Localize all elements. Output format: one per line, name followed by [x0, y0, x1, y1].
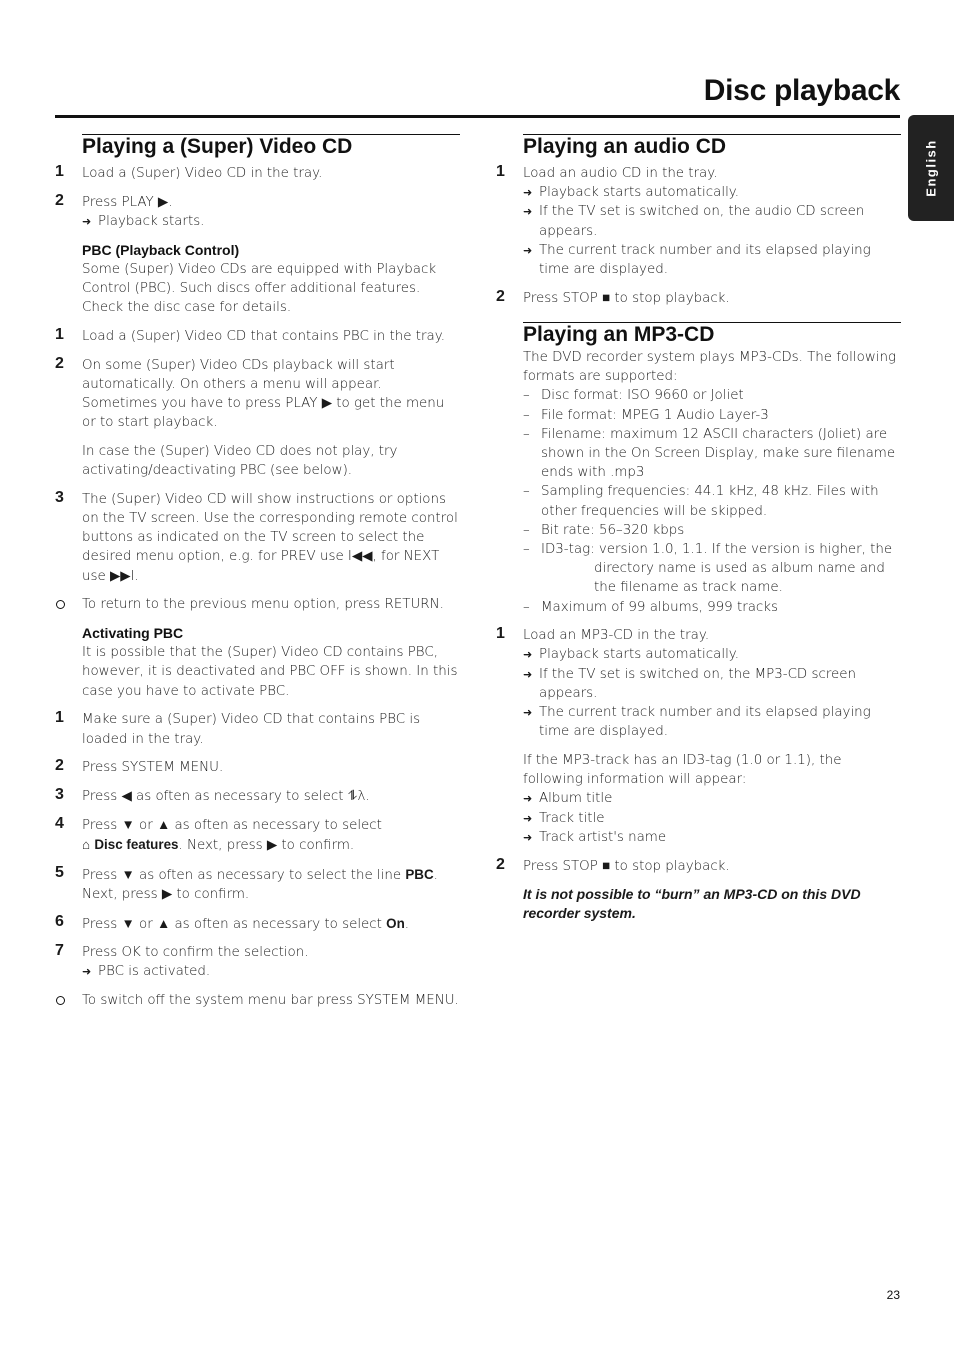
- settings-icon: ⥮λ: [347, 788, 366, 804]
- pbc-heading: PBC (Playback Control): [82, 241, 240, 258]
- pbc-step-2-extra: In case the (Super) Video CD does not play, try activating/deactivating PBC (see below).: [82, 443, 398, 479]
- activate-step-5: 5 Press ▼ as often as necessary to select the line PBC. Next, press ▶ to confirm.: [55, 863, 438, 902]
- activating-block: [55, 624, 460, 701]
- format-list: [496, 386, 901, 616]
- burn-warning: It is not possible to “burn” an MP3-CD on this DVD recorder system.: [523, 886, 861, 922]
- format-item: – Bit rate: 56–320 kbps: [523, 521, 901, 540]
- mp3-result-1: ➜ Playback starts automatically.: [523, 645, 901, 664]
- language-tab-label: English: [923, 139, 939, 197]
- activate-step-4: 4 Press ▼ or ▲ as often as necessary to select ⌂ Disc features. Next, press ▶ to confirm.: [55, 814, 382, 853]
- bullet-icon: [56, 996, 65, 1005]
- activate-step-6: 6 Press ▼ or ▲ as often as necessary to select On.: [55, 912, 410, 932]
- step-2-result: ➜ Playback starts.: [82, 212, 460, 231]
- audio-step-2: 2 Press STOP ■ to stop playback.: [496, 287, 730, 306]
- bullet-icon: [56, 600, 65, 609]
- page-title: Disc playback: [703, 74, 900, 107]
- mp3-intro: The DVD recorder system plays MP3-CDs. The following formats are supported:: [523, 349, 897, 385]
- mp3-result-3: ➜ The current track number and its elapsed playing time are displayed.: [523, 703, 901, 741]
- format-item: – Disc format: ISO 9660 or Joliet: [523, 386, 901, 405]
- format-item: – Sampling frequencies: 44.1 kHz, 48 kHz. Files with other frequencies will be skipped.: [523, 482, 901, 520]
- mp3-result-2: ➜ If the TV set is switched on, the MP3-CD screen appears.: [523, 665, 901, 703]
- step-1: 1 Load a (Super) Video CD in the tray.: [55, 163, 323, 181]
- activate-step-7-result: ➜ PBC is activated.: [82, 962, 460, 981]
- id3-item: ➜ Track title: [523, 809, 901, 828]
- disc-icon: ⌂: [82, 837, 91, 853]
- system-menu-note: To switch off the system menu bar press SYSTEM MENU.: [55, 991, 460, 1010]
- left-column: [55, 134, 460, 1010]
- page-number: 23: [886, 1288, 900, 1302]
- pbc-text: Some (Super) Video CDs are equipped with Playback Control (PBC). Such discs offer additional features. Check the disc case for details.: [82, 261, 437, 316]
- activate-step-7: 7 Press OK to confirm the selection. ➜ PBC is activated.: [55, 943, 460, 981]
- section-heading-audio-cd: Playing an audio CD: [523, 134, 901, 159]
- activate-step-3: 3 Press ◀ as often as necessary to select ⥮λ.: [55, 785, 370, 804]
- id3-text: If the MP3-track has an ID3-tag (1.0 or 1.1), the following information will appear:: [523, 752, 842, 788]
- language-tab: [908, 115, 954, 221]
- right-column: [496, 134, 901, 924]
- format-item: – Filename: maximum 12 ASCII characters (Joliet) are shown in the On Screen Display, make sure filename ends with .mp3: [523, 425, 901, 483]
- format-item: – File format: MPEG 1 Audio Layer-3: [523, 406, 901, 425]
- pbc-block: [55, 241, 460, 318]
- pbc-step-1: 1 Load a (Super) Video CD that contains PBC in the tray.: [55, 325, 445, 344]
- pbc-step-3: 3 The (Super) Video CD will show instructions or options on the TV screen. Use the corresponding remote control buttons as indicated on the TV screen to select the desired menu option, e.g. for PREV use I◀◀, for NEXT use ▶▶I.: [55, 488, 458, 584]
- format-item: – ID3-tag: version 1.0, 1.1. If the version is higher, the: [523, 540, 901, 559]
- activate-step-2: 2 Press SYSTEM MENU.: [55, 757, 224, 776]
- title-rule: [55, 115, 900, 118]
- audio-result-3: ➜ The current track number and its elapsed playing time are displayed.: [523, 241, 901, 279]
- audio-result-2: ➜ If the TV set is switched on, the audio CD screen appears.: [523, 202, 901, 240]
- format-item-continuation: directory name is used as album name and the filename as track name.: [594, 561, 885, 596]
- id3-item: ➜ Track artist's name: [523, 828, 901, 847]
- return-note: To return to the previous menu option, press RETURN.: [55, 595, 460, 614]
- format-item: – Maximum of 99 albums, 999 tracks: [523, 598, 901, 617]
- section-heading-mp3-cd: Playing an MP3-CD: [523, 322, 901, 347]
- mp3-step-2: 2 Press STOP ■ to stop playback.: [496, 855, 730, 874]
- id3-item: ➜ Album title: [523, 789, 901, 808]
- mp3-step-1: 1 Load an MP3-CD in the tray. ➜ Playback starts automatically. ➜ If the TV set is switched on, the MP3-CD screen appears. ➜ The current track number and its elapsed playing time are displayed.: [496, 626, 901, 741]
- id3-info: [496, 751, 901, 847]
- audio-result-1: ➜ Playback starts automatically.: [523, 183, 901, 202]
- pbc-step-2: 2 On some (Super) Video CDs playback will start automatically. On others a menu will appear. Sometimes you have to press PLAY ▶ to get the menu or to start playback.: [55, 354, 445, 431]
- activating-text: It is possible that the (Super) Video CD contains PBC, however, it is deactivated and PBC OFF is shown. In this case you have to activate PBC.: [82, 645, 458, 699]
- audio-step-1: 1 Load an audio CD in the tray. ➜ Playback starts automatically. ➜ If the TV set is switched on, the audio CD screen appears. ➜ The current track number and its elapsed playing time are displayed.: [496, 164, 901, 279]
- activate-step-1: 1 Make sure a (Super) Video CD that contains PBC is loaded in the tray.: [55, 709, 421, 747]
- activating-heading: Activating PBC: [82, 625, 184, 642]
- step-2: 2 Press PLAY ▶. ➜ Playback starts.: [55, 193, 460, 231]
- section-heading-video-cd: Playing a (Super) Video CD: [82, 134, 460, 159]
